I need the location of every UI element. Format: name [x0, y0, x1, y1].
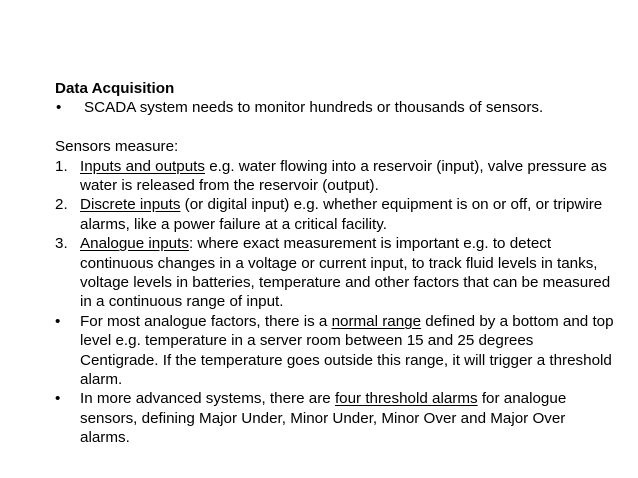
bullet-item-text-after: defined by a bottom and top level e.g. temperature in a server room between 15 and 25 degrees Centigrade. If the temperature goes outside this range, it will trigger a threshold alarm.	[80, 312, 614, 389]
bullet-item-text-before: In more advanced systems, there are	[80, 390, 335, 408]
sensors-label: Sensors measure:	[55, 138, 179, 156]
numbered-item-text: : where exact measurement is important e.g. to detect continuous changes in a voltage or current input, to track fluid levels in tanks, voltage levels in batteries, temperature and other factors that can be measured in a continuous range of input.	[80, 235, 611, 311]
numbered-item-3	[55, 234, 615, 312]
bullet-item-term: four threshold alarms	[334, 390, 478, 408]
blank-line	[55, 118, 615, 137]
numbered-item-term: Inputs and outputs	[80, 157, 205, 175]
number-marker: 1.	[55, 157, 68, 175]
bullet-marker: •	[56, 99, 62, 117]
bullet-item-term: normal range	[331, 312, 422, 330]
bullet-item-threshold-alarms	[55, 389, 615, 447]
numbered-item-text: (or digital input) e.g. whether equipment is on or off, or tripwire alarms, like a power failure at a critical facility.	[80, 196, 603, 233]
numbered-item-2	[55, 195, 615, 234]
slide-heading: Data Acquisition	[55, 80, 175, 97]
bullet-item-normal-range	[55, 312, 615, 390]
intro-bullet	[55, 98, 615, 117]
intro-bullet-text: SCADA system needs to monitor hundreds or thousands of sensors.	[84, 99, 544, 117]
bullet-marker: •	[55, 390, 61, 408]
numbered-item-term: Discrete inputs	[80, 196, 181, 214]
bullet-marker: •	[55, 312, 61, 330]
numbered-item-term: Analogue inputs	[80, 235, 189, 253]
bullet-item-text-after: for analogue sensors, defining Major Under, Minor Under, Minor Over and Major Over alarms.	[80, 390, 567, 447]
slide-content	[55, 79, 615, 448]
number-marker: 3.	[55, 235, 68, 253]
number-marker: 2.	[55, 196, 68, 214]
bullet-item-text-before: For most analogue factors, there is a	[80, 312, 332, 330]
numbered-item-1	[55, 157, 615, 196]
numbered-item-text: e.g. water flowing into a reservoir (input), valve pressure as water is released from the reservoir (output).	[80, 157, 607, 195]
